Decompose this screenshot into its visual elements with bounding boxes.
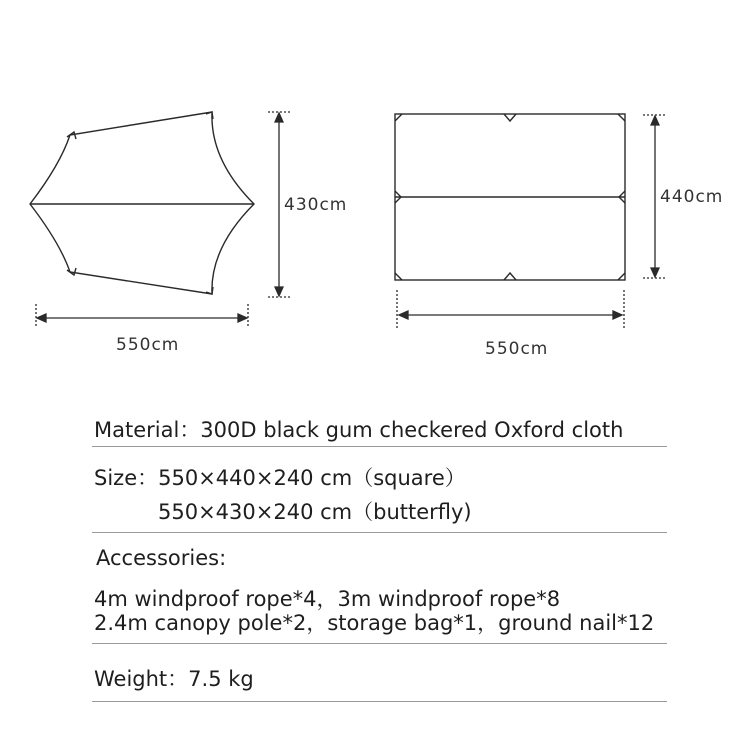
square-corner-notch bbox=[395, 114, 402, 121]
butterfly-width-dimension bbox=[36, 304, 248, 328]
divider bbox=[92, 701, 667, 702]
square-corner-notch bbox=[618, 114, 625, 121]
accessories-line-2: 2.4m canopy pole*2，storage bag*1，ground nail*12 bbox=[94, 611, 655, 635]
butterfly-tarp-outline bbox=[30, 112, 254, 294]
dimension-arrow bbox=[399, 311, 408, 319]
dimension-arrow bbox=[37, 314, 46, 322]
square-edge-notch bbox=[504, 114, 516, 121]
accessories-title: Accessories: bbox=[96, 546, 227, 570]
dimension-arrow bbox=[613, 311, 622, 319]
square-width-dimension bbox=[397, 290, 624, 330]
square-corner-notch bbox=[395, 273, 402, 280]
square-tarp-outline bbox=[395, 114, 625, 280]
square-width-label: 550cm bbox=[485, 339, 549, 359]
dimension-arrow bbox=[275, 113, 283, 122]
butterfly-tarp-shape bbox=[30, 112, 254, 294]
dimension-arrow bbox=[275, 287, 283, 296]
dimension-arrow bbox=[651, 268, 659, 277]
dimension-arrow bbox=[651, 116, 659, 125]
size-spec-square: Size：550×440×240 cm（square） bbox=[94, 466, 466, 490]
accessories-line-1: 4m windproof rope*4，3m windproof rope*8 bbox=[94, 587, 561, 611]
dimension-arrow bbox=[238, 314, 247, 322]
square-edge-notch bbox=[504, 273, 516, 280]
butterfly-width-label: 550cm bbox=[116, 335, 180, 355]
square-height-label: 440cm bbox=[660, 187, 724, 207]
butterfly-height-label: 430cm bbox=[284, 195, 348, 215]
square-corner-notch bbox=[618, 273, 625, 280]
divider bbox=[92, 446, 667, 447]
divider bbox=[92, 643, 667, 644]
divider bbox=[92, 532, 667, 533]
weight-spec: Weight：7.5 kg bbox=[94, 667, 254, 691]
material-spec: Material：300D black gum checkered Oxford cloth bbox=[94, 418, 624, 442]
size-spec-butterfly: 550×430×240 cm（butterfly) bbox=[158, 500, 472, 524]
